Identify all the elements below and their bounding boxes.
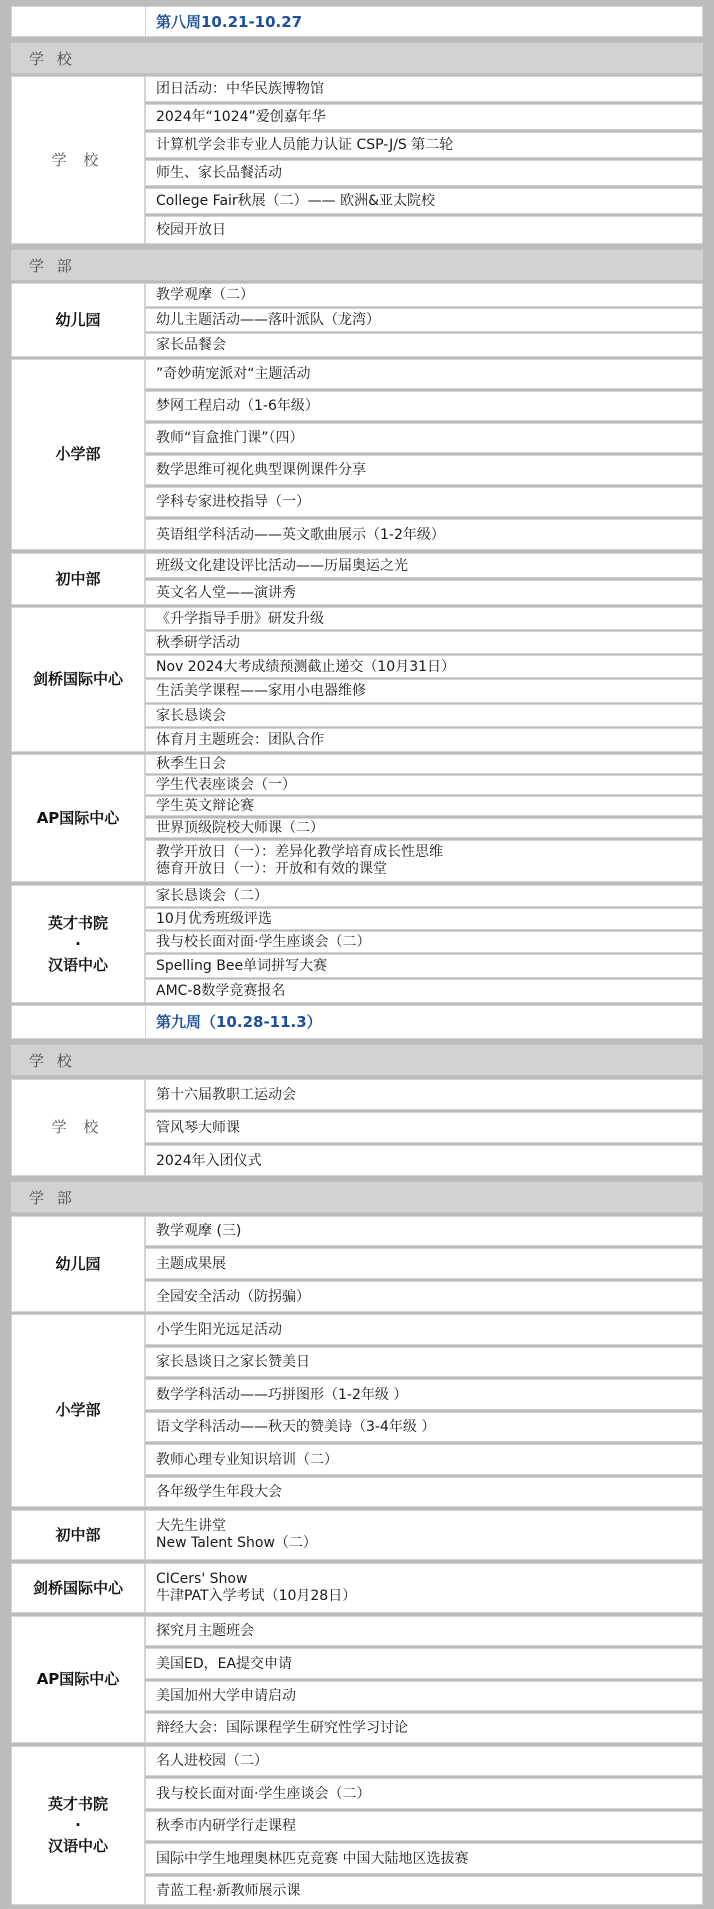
dept-label: 小学部 [11,359,145,550]
list-item: 秋季研学活动 [145,631,703,654]
list-item: 数学思维可视化典型课例课件分享 [145,455,703,485]
list-item: 学科专家进校指导（一） [145,487,703,517]
list-item: 梦网工程启动（1-6年级） [145,391,703,421]
list-item-line: 大先生讲堂 [156,1518,226,1534]
list-item: 美国加州大学申请启动 [145,1681,703,1711]
list-item-line: 教学开放日（一）：差异化教学培育成长性思维 [156,844,443,860]
list-item: 班级文化建设评比活动——历届奥运之光 [145,553,703,578]
list-item: 英文名人堂——演讲秀 [145,580,703,605]
list-item: 教学观摩 (三) [145,1216,703,1246]
dept-label: AP国际中心 [11,754,145,882]
dept-label [11,885,145,1003]
list-item: 世界顶级院校大师课（二） [145,818,703,838]
week-title-spacer [11,6,145,37]
dept-label-line: 汉语中心 [47,1837,108,1855]
list-item: 2024年入团仪式 [145,1145,703,1176]
list-item-line: 德育开放日（一）：开放和有效的课堂 [156,861,387,877]
school-label: 学 校 [11,1079,145,1176]
section-departments: 学 部 [11,1181,703,1213]
list-item: 全园安全活动（防拐骗） [145,1281,703,1312]
list-item [145,1510,703,1560]
list-item: 校园开放日 [145,216,703,244]
list-item: 师生、家长品餐活动 [145,160,703,186]
list-item: 管风琴大师课 [145,1112,703,1143]
list-item: 我与校长面对面·学生座谈会（二） [145,1778,703,1809]
list-item: 2024年“1024”爱创嘉年华 [145,104,703,130]
list-item-line: New Talent Show（二） [156,1535,317,1551]
list-item-line: CICers' Show [156,1571,248,1587]
list-item: 辩经大会：国际课程学生研究性学习讨论 [145,1713,703,1743]
list-item: 家长品餐会 [145,333,703,357]
list-item: ”奇妙萌宠派对“主题活动 [145,359,703,389]
week-title-spacer [11,1005,145,1039]
list-item: 英语组学科活动——英文歌曲展示（1-2年级） [145,519,703,550]
dept-label-dot: · [75,934,81,953]
list-item: 第十六届教职工运动会 [145,1079,703,1110]
list-item [145,1563,703,1613]
list-item: 语文学科活动——秋天的赞美诗（3-4年级 ） [145,1412,703,1442]
list-item: 家长恳谈会（二） [145,885,703,907]
dept-label: 小学部 [11,1314,145,1507]
week-title: 第九周（10.28-11.3） [145,1005,703,1039]
dept-label: 幼儿园 [11,283,145,357]
dept-label: 剑桥国际中心 [11,1563,145,1613]
list-item: 各年级学生年段大会 [145,1477,703,1507]
list-item: 教师“盲盒推门课”（四） [145,423,703,453]
dept-label: 初中部 [11,1510,145,1560]
dept-label [11,1746,145,1905]
school-label: 学 校 [11,76,145,244]
dept-label: AP国际中心 [11,1616,145,1743]
list-item: 体育月主题班会：团队合作 [145,728,703,752]
list-item: 国际中学生地理奥林匹克竞赛 中国大陆地区选拔赛 [145,1843,703,1874]
list-item: 计算机学会非专业人员能力认证 CSP-J/S 第二轮 [145,132,703,158]
list-item: 探究月主题班会 [145,1616,703,1646]
list-item: 团日活动：中华民族博物馆 [145,76,703,102]
list-item: 我与校长面对面·学生座谈会（二） [145,931,703,953]
list-item: 数学学科活动——巧拼图形（1-2年级 ） [145,1379,703,1410]
list-item: 小学生阳光远足活动 [145,1314,703,1345]
dept-label-line: 英才书院 [47,1795,108,1813]
dept-label: 剑桥国际中心 [11,607,145,752]
list-item: 幼儿主题活动——落叶派队（龙湾） [145,308,703,332]
list-item: 家长恳谈日之家长赞美日 [145,1347,703,1377]
list-item: 学生英文辩论赛 [145,796,703,816]
list-item [145,840,703,882]
list-item: Spelling Bee单词拼写大赛 [145,954,703,978]
list-item: 美国ED，EA提交申请 [145,1648,703,1679]
dept-label-line: 英才书院 [47,913,108,932]
dept-label: 幼儿园 [11,1216,145,1312]
list-item: College Fair秋展（二）—— 欧洲&亚太院校 [145,188,703,214]
list-item: 10月优秀班级评选 [145,908,703,930]
list-item: 生活美学课程——家用小电器维修 [145,679,703,703]
list-item: 教学观摩（二） [145,283,703,307]
list-item-line: 牛津PAT入学考试（10月28日） [156,1588,357,1604]
section-departments: 学 部 [11,249,703,281]
dept-label-line: 汉语中心 [47,955,108,974]
section-school: 学 校 [11,1044,703,1076]
list-item: 秋季生日会 [145,754,703,774]
week-title: 第八周10.21-10.27 [145,6,703,37]
list-item: 主题成果展 [145,1248,703,1279]
list-item: 家长恳谈会 [145,704,703,727]
list-item: 青蓝工程·新教师展示课 [145,1876,703,1905]
section-school: 学 校 [11,42,703,74]
list-item: Nov 2024大考成绩预测截止递交（10月31日） [145,655,703,678]
dept-label-dot: · [75,1816,81,1834]
dept-label: 初中部 [11,553,145,605]
list-item: 学生代表座谈会（一） [145,775,703,795]
list-item: 秋季市内研学行走课程 [145,1811,703,1841]
list-item: 教师心理专业知识培训（二） [145,1444,703,1475]
list-item: AMC-8数学竞赛报名 [145,979,703,1003]
list-item: 名人进校园（二） [145,1746,703,1776]
list-item: 《升学指导手册》研发升级 [145,607,703,630]
